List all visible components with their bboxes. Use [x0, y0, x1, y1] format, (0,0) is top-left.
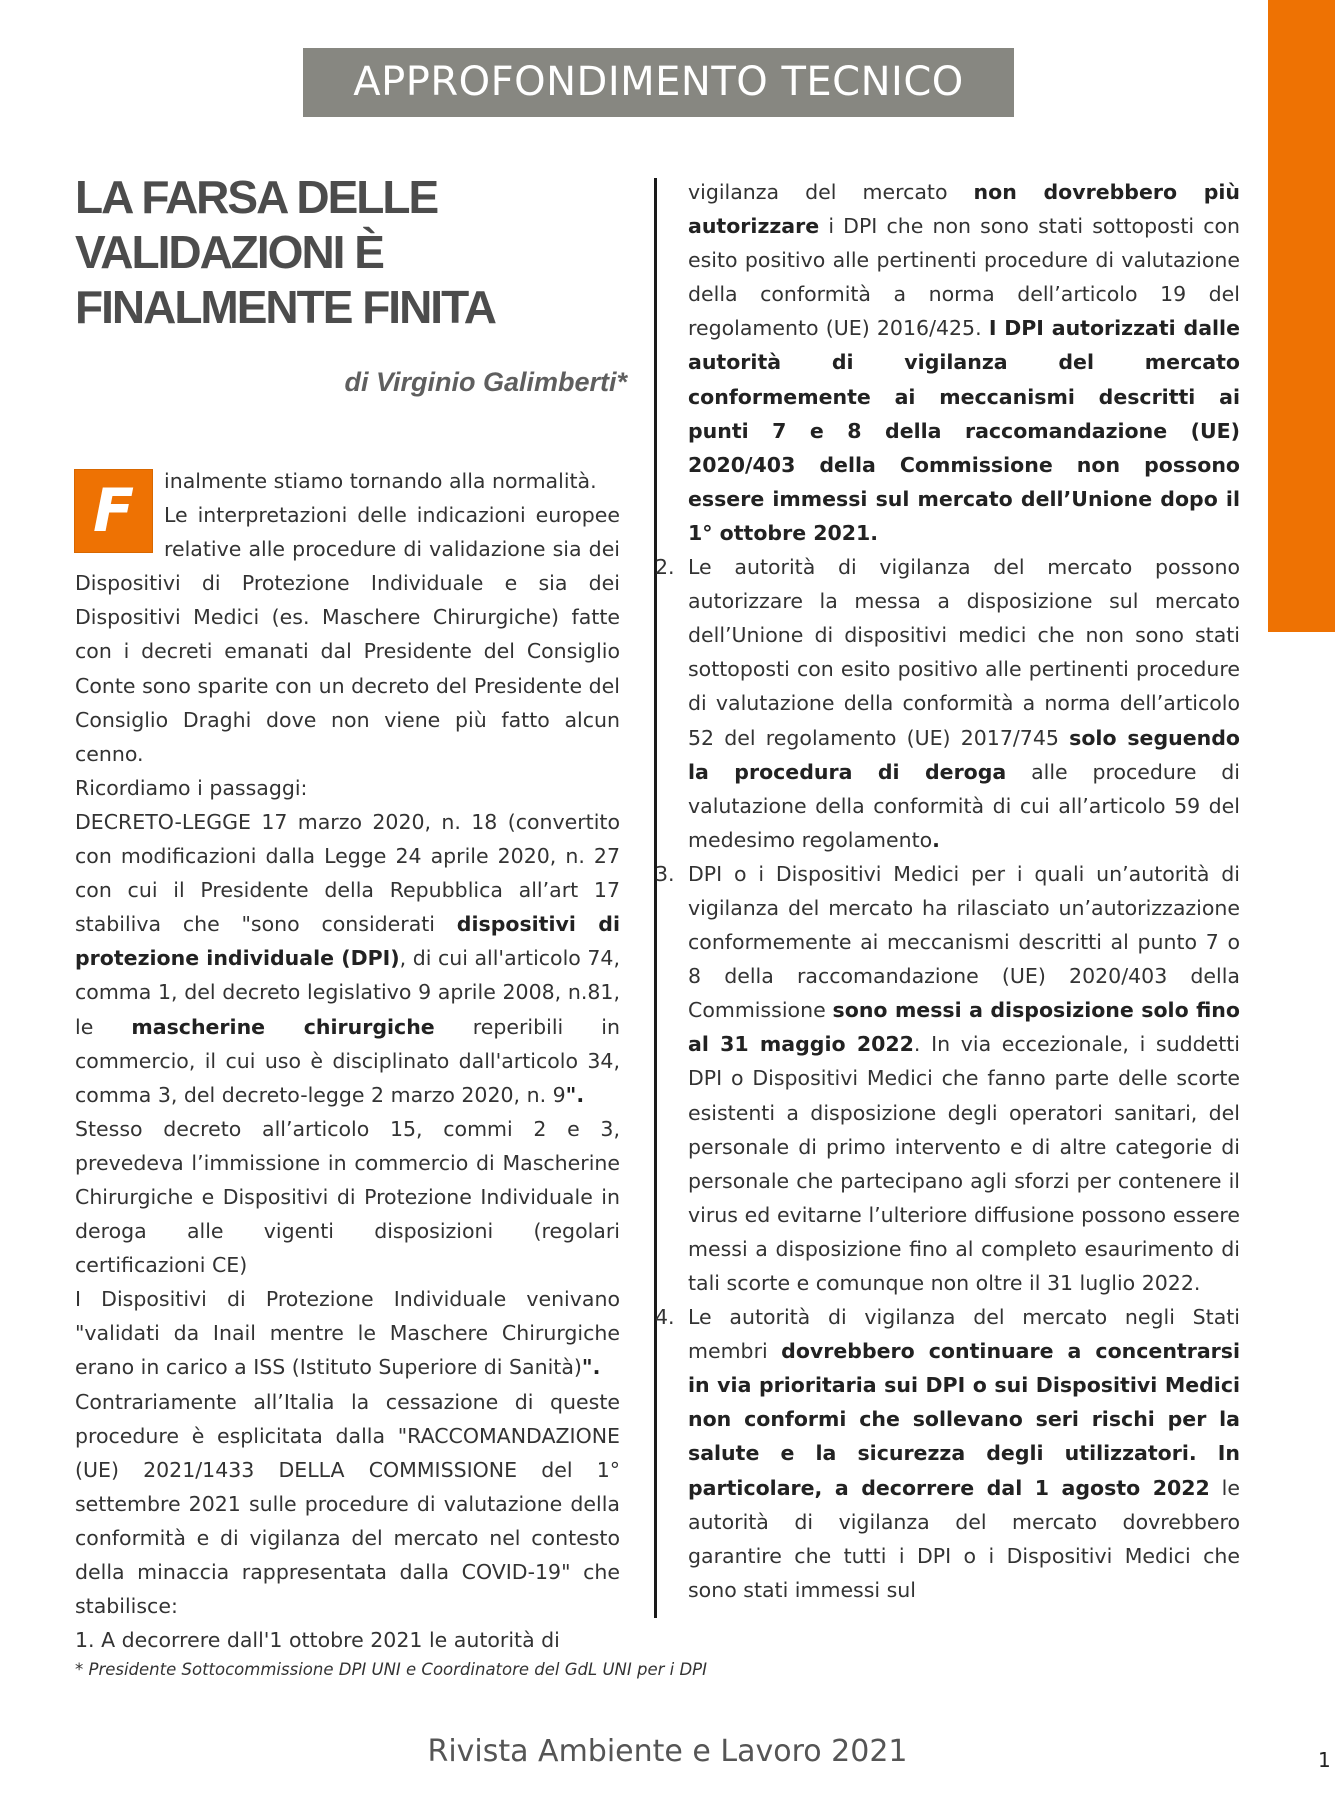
list-item-continuation: vigilanza del mercato non dovrebbero più autorizzare i DPI che non sono stati sottoposti con esito positivo alle pertinenti procedure di valutazione della conformità a norma dell’articolo 19 del regolamento (UE) 2016/425. I DPI autorizzati dalle autorità di vigilanza del mercato conformemente ai meccanismi descritti ai punti 7 e 8 della raccomandazione (UE) 2020/403 della Commissione non possono essere immessi sul mercato dell’Unione dopo il 1° ottobre 2021.: [688, 180, 1241, 545]
paragraph: DECRETO-LEGGE 17 marzo 2020, n. 18 (convertito con modificazioni dalla Legge 24 aprile 2020, n. 27 con cui il Presidente della Repubblica all’art 17 stabiliva che "sono considerati dispositivi di protezione individuale (DPI), di cui all'articolo 74, comma 1, del decreto legislativo 9 aprile 2008, n.81, le mascherine chirurgiche reperibili in commercio, il cui uso è disciplinato dall'articolo 34, comma 3, del decreto-legge 2 marzo 2020, n. 9".: [75, 809, 621, 1107]
page-number: 1: [1318, 1748, 1331, 1772]
left-column: [75, 464, 620, 1657]
article-author: di Virginio Galimberti*: [344, 367, 627, 397]
paragraph: Contrariamente all’Italia la cessazione di queste procedure è esplicitata dalla "RACCOMANDAZIONE (UE) 2021/1433 DELLA COMMISSIONE del 1° settembre 2021 sulle procedure di valutazione della conformità e di vigilanza del mercato nel contesto della minaccia rappresentata dalla COVID-19" che stabilisce:: [75, 1389, 620, 1619]
title-line: VALIDAZIONI È: [75, 226, 383, 278]
magazine-footer: Rivista Ambiente e Lavoro 2021: [427, 1734, 908, 1769]
article-title: [75, 170, 635, 335]
accent-side-bar: [1268, 0, 1335, 632]
right-column: [655, 175, 1241, 1607]
title-line: LA FARSA DELLE: [75, 171, 438, 223]
section-banner: APPROFONDIMENTO TECNICO: [303, 48, 1014, 117]
title-line: FINALMENTE FINITA: [75, 281, 495, 333]
author-footnote: * Presidente Sottocommissione DPI UNI e Coordinatore del GdL UNI per i DPI: [75, 1660, 707, 1679]
list-item: 4. Le autorità di vigilanza del mercato negli Stati membri dovrebbero continuare a concentrarsi in via prioritaria sui DPI o sui Dispositivi Medici non conformi che sollevano seri rischi per la salute e la sicurezza degli utilizzatori. In particolare, a decorrere dal 1 agosto 2022 le autorità di vigilanza del mercato dovrebbero garantire che tutti i DPI o i Dispositivi Medici che sono stati immessi sul: [655, 1305, 1240, 1602]
list-item: 2. Le autorità di vigilanza del mercato possono autorizzare la messa a disposizione sul mercato dell’Unione di dispositivi medici che non sono stati sottoposti con esito positivo alle pertinenti procedure di valutazione della conformità a norma dell’articolo 52 del regolamento (UE) 2017/745 solo seguendo la procedura di deroga alle procedure di valutazione della conformità di cui all’articolo 59 del medesimo regolamento.: [655, 555, 1240, 852]
list-item: 3. DPI o i Dispositivi Medici per i quali un’autorità di vigilanza del mercato ha rilasciato un’autorizzazione conformemente ai meccanismi descritti al punto 7 o 8 della raccomandazione (UE) 2020/403 della Commissione sono messi a disposizione solo fino al 31 maggio 2022. In via eccezionale, i suddetti DPI o Dispositivi Medici che fanno parte delle scorte esistenti a disposizione degli operatori sanitari, del personale di primo intervento e di altre categorie di personale che partecipano agli sforzi per contenere il virus ed evitarne l’ulteriore diffusione possono essere messi a disposizione fino al completo esaurimento di tali scorte e comunque non oltre il 31 luglio 2022.: [655, 861, 1240, 1295]
paragraph: inalmente stiamo tornando alla normalità. Le interpretazioni delle indicazioni europee relative alle procedure di validazione sia dei Dispositivi di Protezione Individuale e sia dei Dispositivi Medici (es. Maschere Chirurgiche) fatte con i decreti emanati dal Presidente del Consiglio Conte sono sparite con un decreto del Presidente del Consiglio Draghi dove non viene più fatto alcun cenno.: [75, 469, 620, 766]
drop-cap: F: [75, 470, 152, 552]
paragraph: Stesso decreto all’articolo 15, commi 2 e 3, prevedeva l’immissione in commercio di Mascherine Chirurgiche e Dispositivi di Protezione Individuale in deroga alle vigenti disposizioni (regolari certificazioni CE): [75, 1116, 620, 1278]
paragraph: Ricordiamo i passaggi:: [75, 775, 308, 800]
paragraph: 1. A decorrere dall'1 ottobre 2021 le autorità di: [75, 1628, 560, 1653]
paragraph: I Dispositivi di Protezione Individuale venivano "validati da Inail mentre le Maschere Chirurgiche erano in carico a ISS (Istituto Superiore di Sanità)".: [75, 1287, 620, 1380]
